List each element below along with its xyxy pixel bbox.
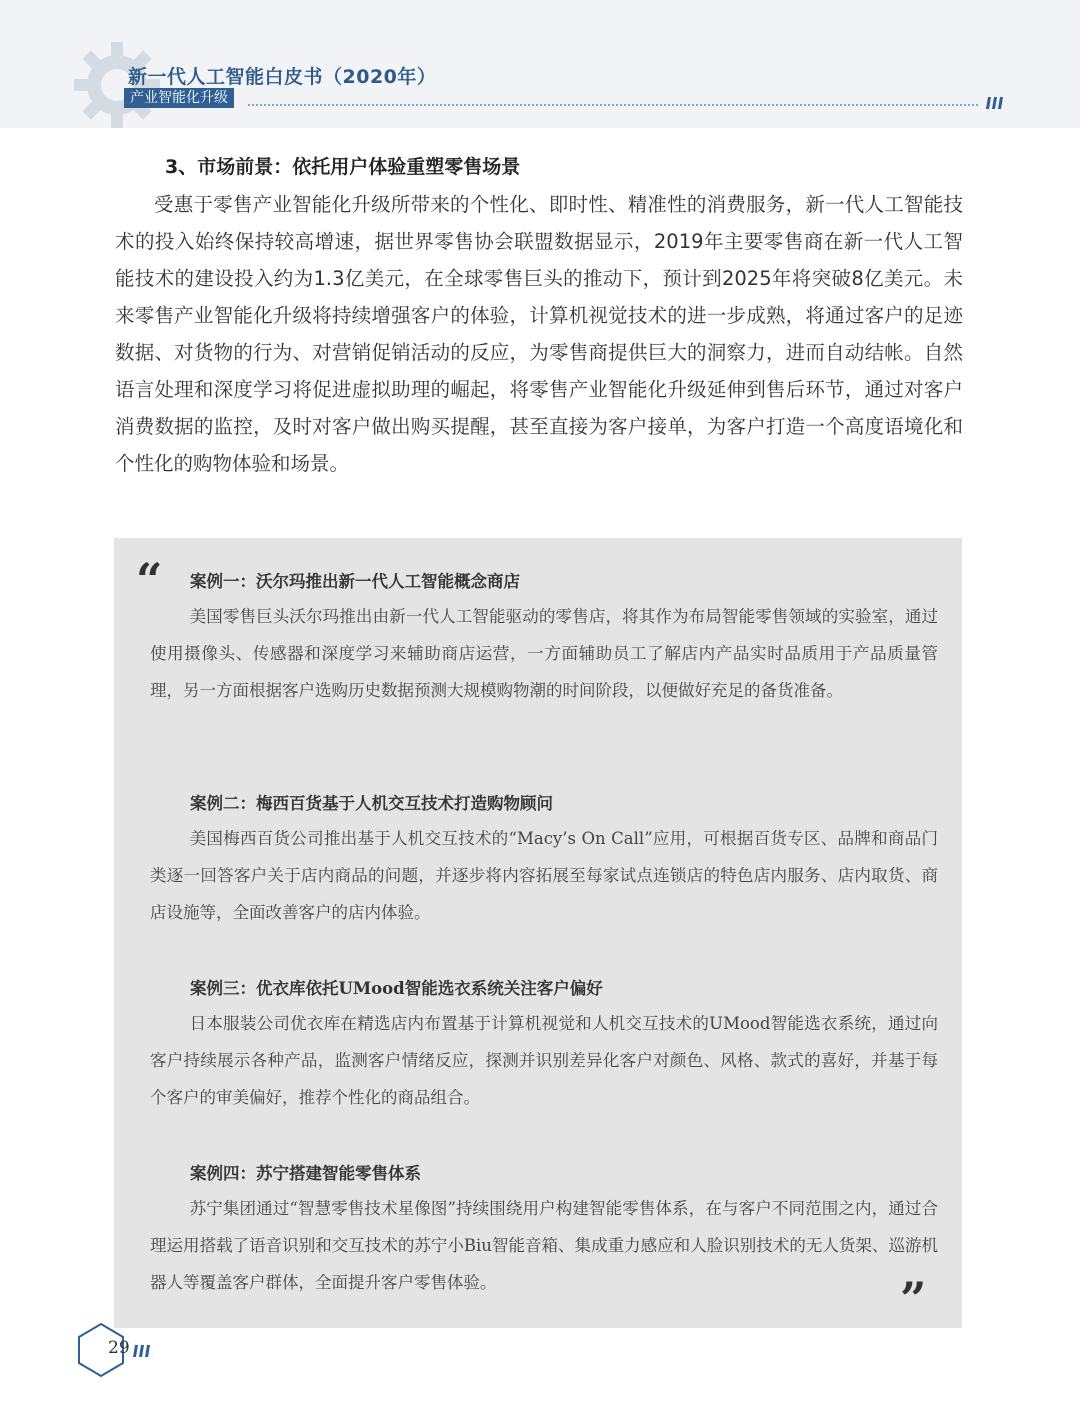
stripes-icon xyxy=(133,1345,153,1357)
section-heading: 3、市场前景：依托用户体验重塑零售场景 xyxy=(165,156,521,178)
page-number: 29 xyxy=(108,1338,130,1358)
document-title: 新一代人工智能白皮书（2020年） xyxy=(128,66,437,88)
close-quote-icon: ” xyxy=(900,1272,927,1326)
case-1-body: 美国零售巨头沃尔玛推出由新一代人工智能驱动的零售店，将其作为布局智能零售领域的实验室，通过使用摄像头、传感器和深度学习来辅助商店运营，一方面辅助员工了解店内产品实时品质用于产品质量管理，另一方面根据客户选购历史数据预测大规模购物潮的时间阶段，以便做好充足的备货准备。 xyxy=(150,607,938,700)
case-1-title: 案例一：沃尔玛推出新一代人工智能概念商店 xyxy=(190,572,520,591)
case-4-body: 苏宁集团通过“智慧零售技术星像图”持续围绕用户构建智能零售体系，在与客户不同范围之内，通过合理运用搭载了语音识别和交互技术的苏宁小Biu智能音箱、集成重力感应和人脸识别技术的无人货架、巡游机器人等覆盖客户群体，全面提升客户零售体验。 xyxy=(150,1199,938,1292)
open-quote-icon: “ xyxy=(136,553,163,607)
chapter-label: 产业智能化升级 xyxy=(124,88,234,108)
case-4-title: 案例四：苏宁搭建智能零售体系 xyxy=(190,1164,421,1183)
stripes-icon xyxy=(986,97,1006,109)
case-3-body: 日本服装公司优衣库在精选店内布置基于计算机视觉和人机交互技术的UMood智能选衣系统，通过向客户持续展示各种产品，监测客户情绪反应，探测并识别差异化客户对颜色、风格、款式的喜好，并基于每个客户的审美偏好，推荐个性化的商品组合。 xyxy=(150,1014,938,1107)
case-2-title: 案例二：梅西百货基于人机交互技术打造购物顾问 xyxy=(190,794,553,813)
case-2-body: 美国梅西百货公司推出基于人机交互技术的“Macy’s On Call”应用，可根据百货专区、品牌和商品门类逐一回答客户关于店内商品的问题，并逐步将内容拓展至每家试点连锁店的特色店内服务、店内取货、商店设施等，全面改善客户的店内体验。 xyxy=(150,829,938,922)
header-divider xyxy=(248,104,978,106)
case-3-title: 案例三：优衣库依托UMood智能选衣系统关注客户偏好 xyxy=(190,979,603,998)
section-paragraph: 受惠于零售产业智能化升级所带来的个性化、即时性、精准性的消费服务，新一代人工智能技术的投入始终保持较高增速，据世界零售协会联盟数据显示，2019年主要零售商在新一代人工智能技术的建设投入约为1.3亿美元，在全球零售巨头的推动下，预计到2025年将突破8亿美元。未来零售产业智能化升级将持续增强客户的体验，计算机视觉技术的进一步成熟，将通过客户的足迹数据、对货物的行为、对营销促销活动的反应，为零售商提供巨大的洞察力，进而自动结帐。自然语言处理和深度学习将促进虚拟助理的崛起，将零售产业智能化升级延伸到售后环节，通过对客户消费数据的监控，及时对客户做出购买提醒，甚至直接为客户接单，为客户打造一个高度语境化和个性化的购物体验和场景。 xyxy=(115,193,963,475)
